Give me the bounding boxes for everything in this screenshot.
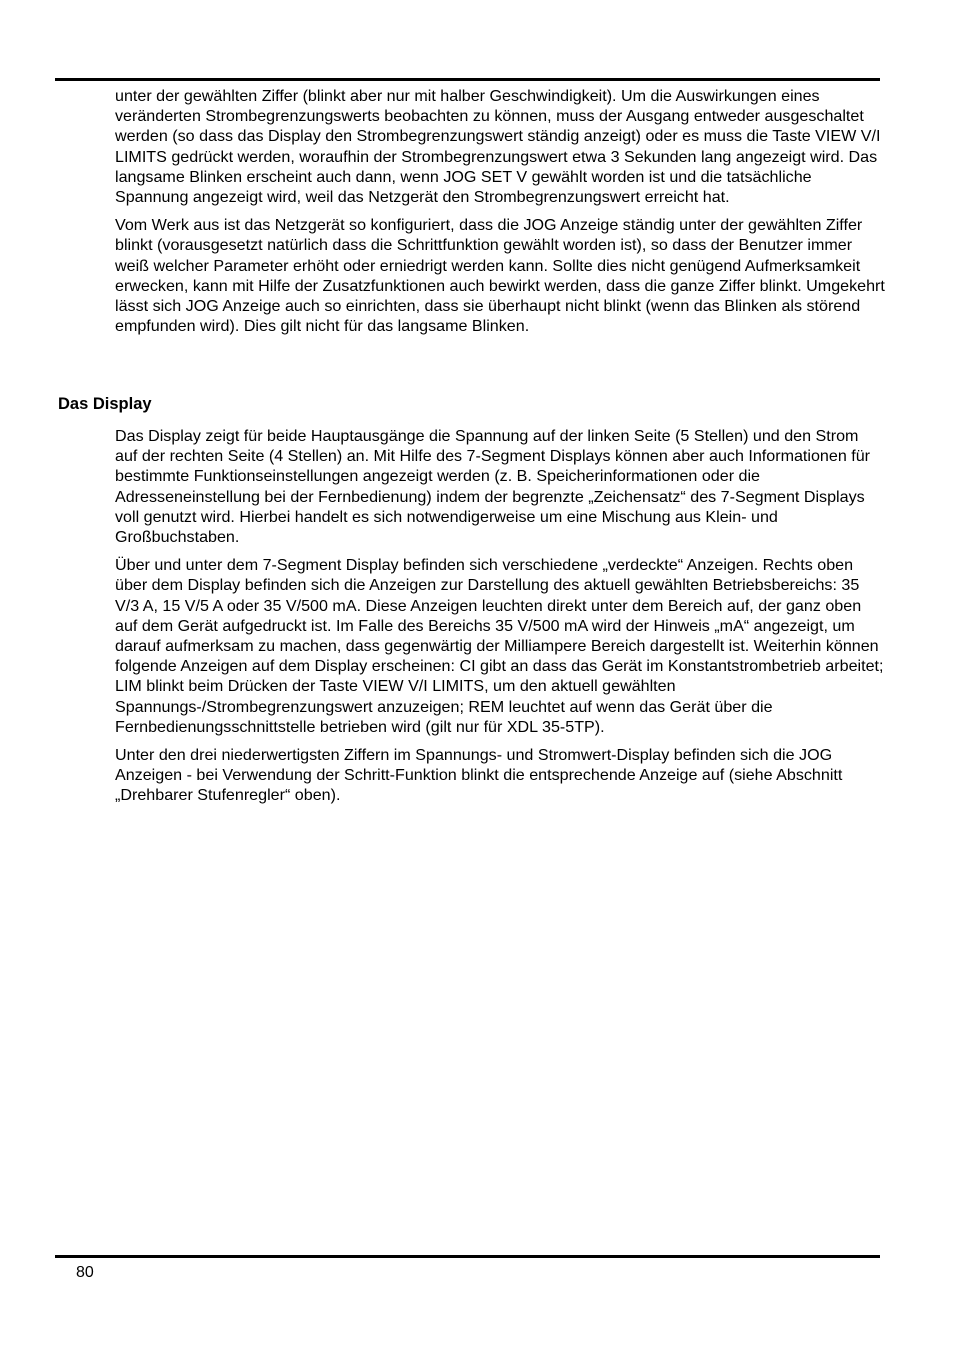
paragraph: unter der gewählten Ziffer (blinkt aber nur mit halber Geschwindigkeit). Um die Auswirkungen eines veränderten Strombegrenzungswerts beobachten zu können, muss der Ausgang entweder ausgeschaltet werden (so dass das Display den Strombegrenzungswert ständig anzeigt) oder es muss die Taste VIEW V/I LIMITS gedrückt werden, woraufhin der Strombegrenzungswert etwa 3 Sekunden lang angezeigt wird. Das langsame Blinken erscheint auch dann, wenn JOG SET V gewählt worden ist und die tatsächliche Spannung angezeigt wird, weil das Netzgerät den Strombegrenzungswert erreicht hat. [115,87,881,207]
footer-rule [55,1255,880,1258]
paragraph: Unter den drei niederwertigsten Ziffern im Spannungs- und Stromwert-Display befinden sich die JOG Anzeigen - bei Verwendung der Schritt-Funktion blinkt die entsprechende Anzeige auf (siehe Abschnitt „Drehbarer Stufenregler“ oben). [115,746,843,805]
paragraph: Vom Werk aus ist das Netzgerät so konfiguriert, dass die JOG Anzeige ständig unter der gewählten Ziffer blinkt (vorausgesetzt natürlich dass die Schrittfunktion gewählt worden ist), so dass der Benutzer immer weiß welcher Parameter erhöht oder erniedrigt werden kann. Sollte dies nicht genügend Aufmerksamkeit erwecken, kann mit Hilfe der Zusatzfunktionen auch bewirkt werden, dass die ganze Ziffer blinkt. Umgekehrt lässt sich JOG Anzeige auch so einrichten, dass sie überhaupt nicht blinkt (wenn das Blinken als störend empfunden wird). Dies gilt nicht für das langsame Blinken. [115,216,885,336]
section-heading: Das Display [58,395,152,413]
page-number: 80 [76,1264,94,1281]
section-body [115,426,885,814]
header-rule [55,78,880,81]
paragraph: Das Display zeigt für beide Hauptausgänge die Spannung auf der linken Seite (5 Stellen) und den Strom auf der rechten Seite (4 Stellen) an. Mit Hilfe des 7-Segment Displays können aber auch Informationen für bestimmte Funktionseinstellungen angezeigt werden (z. B. Speicherinformationen oder die Adresseneinstellung bei der Fernbedienung) indem der begrenzte „Zeichensatz“ des 7-Segment Displays voll genutzt wird. Hierbei handelt es sich notwendigerweise um eine Mischung aus Klein- und Großbuchstaben. [115,427,871,547]
body-text-top [115,86,885,344]
paragraph: Über und unter dem 7-Segment Display befinden sich verschiedene „verdeckte“ Anzeigen. Rechts oben über dem Display befinden sich die Anzeigen zur Darstellung des aktuell gewählten Betriebsbereichs: 35 V/3 A, 15 V/5 A oder 35 V/500 mA. Diese Anzeigen leuchten direkt unter dem Bereich auf, der ganz oben auf dem Gerät aufgedruckt ist. Im Falle des Bereichs 35 V/500 mA wird der Hinweis „mA“ angezeigt, um darauf aufmerksam zu machen, dass gegenwärtig der Milliampere Bereich dargestellt ist. Weiterhin können folgende Anzeigen auf dem Display erscheinen: CI gibt an dass das Gerät im Konstantstrombetrieb arbeitet; LIM blinkt beim Drücken der Taste VIEW V/I LIMITS, um den aktuell gewählten Spannungs-/Strombegrenzungswert anzuzeigen; REM leuchtet auf wenn das Gerät über die Fernbedienungsschnittstelle betrieben wird (gilt nur für XDL 35-5TP). [115,556,884,736]
